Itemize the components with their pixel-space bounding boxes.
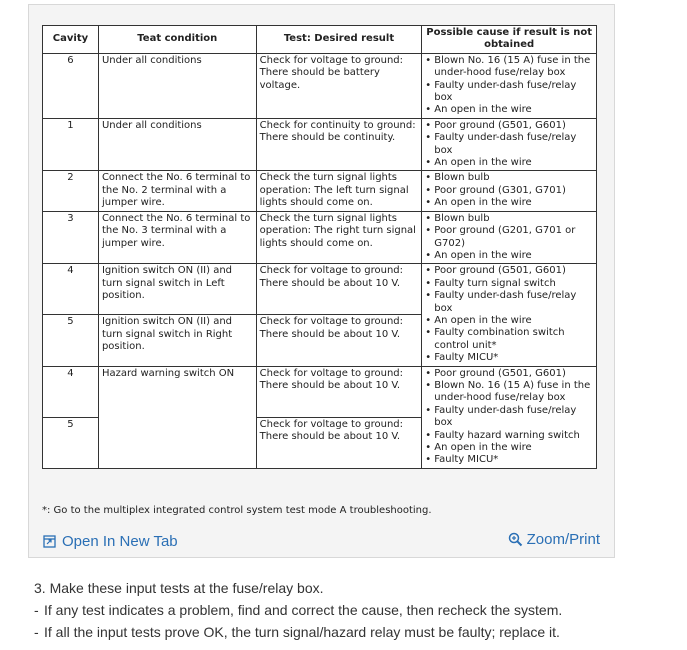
diagram-frame: [28, 4, 615, 558]
list-item: • Blown No. 16 (15 A) fuse in the under-hood fuse/relay box: [425, 55, 593, 80]
header-condition: Teat condition: [98, 26, 256, 54]
procedure-step: [34, 577, 674, 643]
list-item: • Poor ground (G201, G701 or G702): [425, 225, 593, 250]
list-item: • Faulty under-dash fuse/relay box: [425, 80, 593, 105]
zoom-icon: [508, 532, 523, 547]
cavity-cell: 5: [43, 417, 99, 468]
table-row: [43, 264, 597, 315]
condition-cell: Connect the No. 6 terminal to the No. 2 terminal with a jumper wire.: [98, 171, 256, 211]
result-cell: Check the turn signal lights operation: The right turn signal lights should come on.: [256, 211, 422, 264]
table-row: [43, 118, 597, 171]
list-item: - If all the input tests prove OK, the turn signal/hazard relay must be faulty; replace it.: [34, 621, 674, 643]
list-item: • An open in the wire: [425, 250, 593, 262]
list-item: • Faulty MICU*: [425, 352, 593, 364]
table-row: [43, 53, 597, 118]
result-cell: Check for voltage to ground: There should be about 10 V.: [256, 264, 422, 315]
list-item: - If any test indicates a problem, find and correct the cause, then recheck the system.: [34, 599, 674, 621]
condition-cell: Under all conditions: [98, 118, 256, 171]
list-item: • Blown bulb: [425, 172, 593, 184]
condition-cell: Ignition switch ON (II) and turn signal switch in Left position.: [98, 264, 256, 315]
open-new-tab-label: Open In New Tab: [62, 533, 178, 550]
list-item: • An open in the wire: [425, 157, 593, 169]
cause-cell: [422, 211, 597, 264]
step-text: 3. Make these input tests at the fuse/relay box.: [34, 580, 324, 596]
condition-cell: Under all conditions: [98, 53, 256, 118]
list-item: • Faulty MICU*: [425, 454, 593, 466]
open-new-tab-link[interactable]: [43, 533, 178, 550]
list-item: • Poor ground (G301, G701): [425, 185, 593, 197]
result-cell: Check the turn signal lights operation: The left turn signal lights should come on.: [256, 171, 422, 211]
cause-cell: [422, 53, 597, 118]
cavity-cell: 1: [43, 118, 99, 171]
cavity-cell: 6: [43, 53, 99, 118]
list-item: • Faulty combination switch control unit*: [425, 327, 593, 352]
table-footnote: *: Go to the multiplex integrated control system test mode A troubleshooting.: [42, 505, 432, 516]
condition-cell: Hazard warning switch ON: [98, 366, 256, 468]
condition-cell: Connect the No. 6 terminal to the No. 3 terminal with a jumper wire.: [98, 211, 256, 264]
diagnostic-table-figure: [42, 25, 597, 469]
table-row: [43, 366, 597, 417]
figure-actions: [29, 531, 614, 553]
list-item: • Faulty under-dash fuse/relay box: [425, 405, 593, 430]
list-item: • An open in the wire: [425, 197, 593, 209]
result-cell: Check for voltage to ground: There should be about 10 V.: [256, 315, 422, 366]
header-cavity: Cavity: [43, 26, 99, 54]
cause-cell: [422, 171, 597, 211]
cause-cell: [422, 118, 597, 171]
list-item: • Blown bulb: [425, 213, 593, 225]
cavity-cell: 2: [43, 171, 99, 211]
result-cell: Check for voltage to ground: There should be about 10 V.: [256, 417, 422, 468]
open-new-tab-icon: [43, 535, 56, 548]
cause-cell: [422, 264, 597, 366]
cavity-cell: 4: [43, 264, 99, 315]
list-item: • Blown No. 16 (15 A) fuse in the under-hood fuse/relay box: [425, 380, 593, 405]
list-item: • An open in the wire: [425, 104, 593, 116]
table-header-row: [43, 26, 597, 54]
cavity-cell: 5: [43, 315, 99, 366]
zoom-print-label: Zoom/Print: [526, 531, 600, 548]
list-item: • Faulty under-dash fuse/relay box: [425, 290, 593, 315]
list-item: • Poor ground (G501, G601): [425, 120, 593, 132]
list-item: • Faulty turn signal switch: [425, 278, 593, 290]
result-cell: Check for continuity to ground: There should be continuity.: [256, 118, 422, 171]
cavity-cell: 3: [43, 211, 99, 264]
cause-cell: [422, 366, 597, 468]
result-cell: Check for voltage to ground: There should be battery voltage.: [256, 53, 422, 118]
cavity-cell: 4: [43, 366, 99, 417]
list-item: • Faulty hazard warning switch: [425, 430, 593, 442]
header-cause: Possible cause if result is not obtained: [422, 26, 597, 54]
list-item: • Poor ground (G501, G601): [425, 368, 593, 380]
zoom-print-link[interactable]: [508, 531, 600, 548]
condition-cell: Ignition switch ON (II) and turn signal switch in Right position.: [98, 315, 256, 366]
list-item: • Poor ground (G501, G601): [425, 265, 593, 277]
list-item: • Faulty under-dash fuse/relay box: [425, 132, 593, 157]
header-result: Test: Desired result: [256, 26, 422, 54]
result-cell: Check for voltage to ground: There should be about 10 V.: [256, 366, 422, 417]
step-list: [34, 599, 674, 643]
list-item: • An open in the wire: [425, 315, 593, 327]
list-item: • An open in the wire: [425, 442, 593, 454]
table-row: [43, 211, 597, 264]
diagnostic-table: [42, 25, 597, 469]
table-row: [43, 171, 597, 211]
